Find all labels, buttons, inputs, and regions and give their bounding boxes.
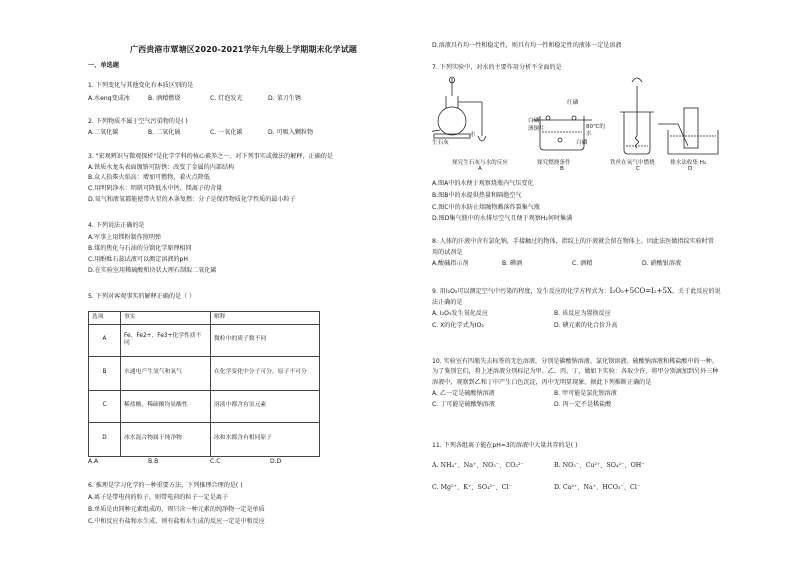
q9-option-a: A. I₂O₅发生氧化反应 xyxy=(432,310,488,317)
q11-stem: 11. 下列各组离子能在pH=3的溶液中大量共存的是( ) xyxy=(432,442,578,449)
q7-caption-c: 铁丝在氧气中燃烧 xyxy=(610,160,655,166)
q9-stem-part1: 9. 用I₂O₅可以测定空气中污染的程度，发生反应的化学方程式为： xyxy=(432,288,610,295)
q4-option-d: D.在实验室用稀硫酸和块状大理石制取二氧化碳 xyxy=(88,267,217,274)
q1-options xyxy=(88,93,301,102)
q11-option-b: B. NO₃⁻、Cu²⁺、SO₄²⁻、OH⁻ xyxy=(554,462,645,469)
q7-label-white-phosphorus-2: 白磷 xyxy=(576,140,588,146)
table-cell: C xyxy=(89,390,121,422)
q2-stem: 2. 下列物质不属于空气污染物的是( ) xyxy=(88,118,188,125)
apparatus-a-icon xyxy=(432,77,486,141)
apparatus-c-icon xyxy=(620,78,654,154)
q8-options xyxy=(432,258,681,267)
q11-options-row2 xyxy=(432,482,640,491)
table-cell: 溶液中都含有氢元素 xyxy=(211,390,320,422)
q5-options xyxy=(88,458,281,465)
q10-stem-line2: 为了鉴别它们，将上述溶液分别标记为甲、乙、丙、丁，做如下实验：各取少许，将甲分别滴加到另外三种 xyxy=(432,368,719,375)
q7-label-water: 水 xyxy=(470,132,476,138)
q7-stem: 7. 下列实验中，对水的主要作用分析不全面的是 xyxy=(432,64,562,71)
q8-option-b: B. 碘酒 xyxy=(502,260,523,267)
table-cell: 在化学变化中分子可分，原子不可分 xyxy=(211,356,320,390)
table-cell: 冰和水都含有相同原子 xyxy=(211,422,320,456)
q7-option-d: D.图D集气瓶中的水排尽空气且便于观察H₂何时集满 xyxy=(432,215,573,222)
q11-option-d: D. Ca²⁺、Na⁺、HCO₃⁻、Cl⁻ xyxy=(554,484,641,491)
q8-option-d: D. 硝酸银溶液 xyxy=(642,260,682,267)
q6-option-c: C.中和反应有盐和水生成，则有盐和水生成的反应一定是中和反应 xyxy=(88,518,265,525)
q7-label-red-phosphorus: 红磷 xyxy=(567,100,579,106)
q4-option-c: C.用酚酞石蕊试液可以测定溶液的pH xyxy=(88,256,188,263)
q10-option-b: B. 甲可能是氯化钡溶液 xyxy=(554,390,617,397)
q7-caption-a: 探究生石灰与水的反应 xyxy=(452,160,508,166)
table-cell: D xyxy=(89,422,121,456)
q6-option-b: B.单质是由同种元素组成的，则只含一种元素的纯净物一定是单质 xyxy=(88,506,265,513)
q10-option-c: C. 丁可能是硫酸钠溶液 xyxy=(432,401,495,408)
q4-stem: 4. 下列说法正确的是 xyxy=(88,222,145,229)
q8-option-a: A.酸碱指示剂 xyxy=(432,260,469,267)
q1-option-c: C. 灯泡发光 xyxy=(210,95,243,102)
q5-option-c: C.C xyxy=(210,458,221,465)
q9-stem-line3: 法正确的是 xyxy=(432,299,463,306)
section-heading: 一、单选题 xyxy=(88,62,119,69)
table-cell: 微粒中的质子数不同 xyxy=(211,324,320,356)
q10-options-row2 xyxy=(432,399,611,408)
q7-label-white-phosphorus: 白磷 xyxy=(528,118,540,124)
table-row xyxy=(89,390,320,422)
table-row xyxy=(89,324,320,356)
q9-option-b: B. 该反应为置换反应 xyxy=(554,310,611,317)
q6-option-d: D.溶液具有均一性和稳定性，则具有均一性和稳定性的液体一定是溶液 xyxy=(432,42,622,49)
q10-stem-line3: 溶液中，观察到乙和丁中产生白色沉淀，丙中无明显现象。据此下列推断正确的是 xyxy=(432,379,652,386)
table-header: 事实 xyxy=(121,312,211,325)
apparatus-d-icon xyxy=(658,108,718,154)
q9-options-row1 xyxy=(432,308,611,317)
q5-option-a: A.A xyxy=(88,458,99,465)
q7-label-hot-water: 80℃的水 xyxy=(586,124,605,137)
q11-option-c: C. Mg²⁺、K⁺、SO₄²⁻、Cl⁻ xyxy=(432,484,512,491)
q9-stem-line1 xyxy=(432,286,721,295)
q3-stem: 3. "宏观辨识与微观探析"是化学学科的核心素养之一。对下列事实或做法的解释，正确的是 xyxy=(88,153,333,160)
table-header: 选项 xyxy=(89,312,121,325)
q5-option-b: B.B xyxy=(148,458,159,465)
table-cell: 冰水混合物属于纯净物 xyxy=(121,422,211,456)
q2-option-b: B. 二氧化硫 xyxy=(148,129,181,136)
q5-stem: 5. 下列对客观事实的解释正确的是（ ） xyxy=(88,293,196,300)
q1-option-a: A.水enq变成冰 xyxy=(88,95,130,102)
q8-stem-line2: 用的试剂是 xyxy=(432,249,463,256)
q9-option-c: C. X的化学式为IO₂ xyxy=(432,322,484,329)
q7-option-b: B.图B中的水提供热量和隔绝空气 xyxy=(432,192,522,199)
q5-option-d: D.D xyxy=(270,458,282,465)
q7-caption-d: 排水法收集 H₂ xyxy=(670,160,707,166)
q7-label-copper: 薄铜片 xyxy=(528,126,545,132)
q7-option-c: C.图C中的水防止熔融物溅落炸裂集气瓶 xyxy=(432,204,540,211)
q7-letter-a: A xyxy=(478,166,482,172)
q9-option-d: D. 碘元素的化合价升高 xyxy=(554,322,618,329)
q5-table xyxy=(88,311,320,457)
table-header: 解释 xyxy=(211,312,320,325)
page-title: 广西贵港市覃塘区2020-2021学年九年级上学期期末化学试题 xyxy=(130,45,357,54)
table-row xyxy=(89,422,320,456)
q2-option-a: A.二氧化碳 xyxy=(88,129,119,136)
q7-letter-d: D xyxy=(688,166,693,172)
q8-stem-line1: 8. 人体的汗液中含有氯化钠，手接触过的物体，指纹上的汗液就会留在物体上。因此法医做指纹实验时常 xyxy=(432,238,714,245)
q9-options-row2 xyxy=(432,320,617,329)
table-row xyxy=(89,356,320,390)
table-cell: Fe、Fe2+、Fe3+化学性质不同 xyxy=(121,324,211,356)
table-cell: B xyxy=(89,356,121,390)
q3-option-a: A.铁质水龙头表面镀铬可防锈：改变了金属的内部结构 xyxy=(88,164,235,171)
q10-option-d: D. 丙一定不是稀盐酸 xyxy=(554,401,612,408)
q7-label-lime: 生石灰 xyxy=(432,140,449,146)
table-cell: 稀盐酸、稀硫酸均显酸性 xyxy=(121,390,211,422)
q2-option-d: D. 可吸入颗粒物 xyxy=(268,129,314,136)
q4-option-b: B.煤的焦化与石油的分馏化学原理相同 xyxy=(88,245,192,252)
q3-option-d: D.氧气和液氧都能使带火星的木条复燃：分子是保持物质化学性质的最小粒子 xyxy=(88,196,296,203)
q11-options-row1 xyxy=(432,460,645,469)
q7-letter-b: B xyxy=(560,166,564,172)
q10-stem-line1: 10. 实验室有四瓶失去标签的无色溶液，分别是碳酸钠溶液、氯化钡溶液、硫酸钠溶液和稀盐酸中的一种。 xyxy=(432,358,718,365)
q1-option-b: B. 酒精燃烧 xyxy=(148,95,181,102)
q3-option-b: B.众人拾柴火焰高：增加可燃物，着火点降低 xyxy=(88,174,210,181)
q7-letter-c: C xyxy=(636,166,640,172)
q11-option-a: A. NH₄⁺、Na⁺、NO₃⁻、CO₃²⁻ xyxy=(432,462,524,469)
q4-option-a: A.军事上用镁粉制作照明弹 xyxy=(88,234,162,241)
table-header-row xyxy=(89,312,320,325)
q8-option-c: C. 酒精 xyxy=(572,260,593,267)
q9-stem-part2: ，关于此反应的说 xyxy=(671,288,721,295)
q10-option-a: A. 乙一定是硫酸钠溶液 xyxy=(432,390,495,397)
q1-option-d: D. 菜刀生锈 xyxy=(268,95,301,102)
q1-stem: 1. 下列变化与其他变化有本质区别的是 xyxy=(88,82,194,89)
q3-option-c: C.用明矾净水：明矾可降低水中钙、镁离子的含量 xyxy=(88,185,223,192)
q9-equation: I₂O₅+5CO=I₂+5X xyxy=(609,287,672,295)
table-cell: 水通电产生氢气和氧气 xyxy=(121,356,211,390)
table-cell: A xyxy=(89,324,121,356)
q7-caption-b: 探究燃烧条件 xyxy=(537,160,571,166)
q6-stem: 6. 推理是学习化学的一种重要方法，下列推理合理的是( ) xyxy=(88,482,243,489)
q10-options-row1 xyxy=(432,388,617,397)
q6-option-a: A.离子是带电荷的粒子，则带电荷的粒子一定是离子 xyxy=(88,494,229,501)
q2-option-c: C. 一氧化碳 xyxy=(210,129,243,136)
q7-option-a: A.图A中的水便于观察烧瓶内气压变化 xyxy=(432,180,534,187)
q2-options xyxy=(88,127,313,136)
